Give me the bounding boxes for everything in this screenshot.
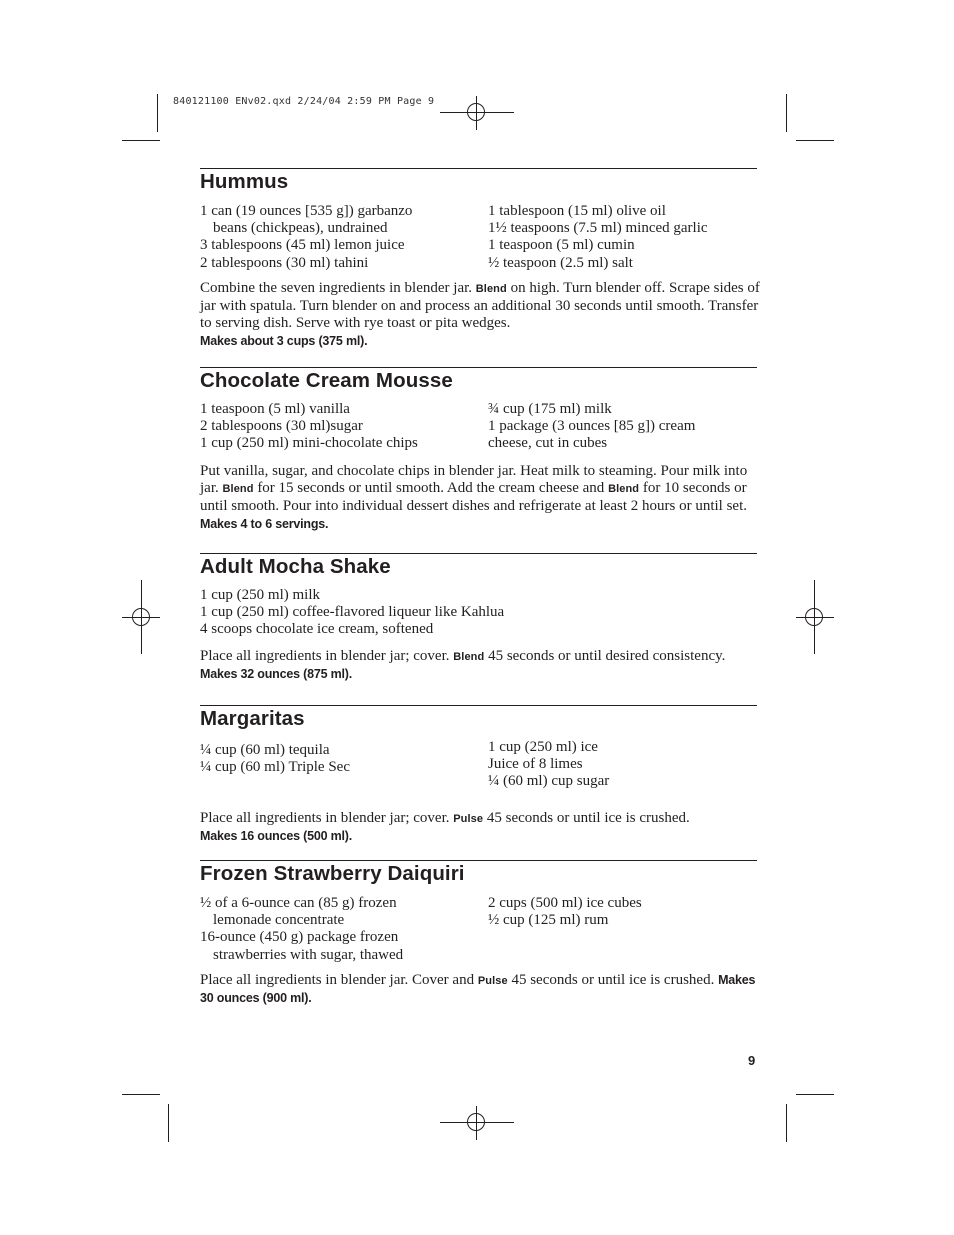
recipe-directions: Place all ingredients in blender jar; cover. Blend 45 seconds or until desired consistency. Makes 32 ounces (875 ml).	[200, 648, 726, 682]
ingredient-line: lemonade concentrate	[213, 912, 345, 929]
ingredient-line: 2 tablespoons (30 ml) tahini	[200, 254, 369, 271]
page-number: 9	[748, 1053, 756, 1068]
section-rule	[200, 705, 757, 706]
ingredient-line: 2 cups (500 ml) ice cubes	[488, 895, 642, 911]
ingredient-line: 1 teaspoon (5 ml) cumin	[488, 237, 635, 254]
ingredient-line: ½ teaspoon (2.5 ml) salt	[488, 254, 633, 271]
pulse-action: Pulse	[453, 813, 484, 825]
recipe-title: Chocolate Cream Mousse	[200, 369, 453, 392]
ingredient-line: 2 tablespoons (30 ml)sugar	[200, 418, 363, 435]
ingredient-line: 1 cup (250 ml) milk	[200, 587, 320, 603]
ingredient-line: ¼ cup (60 ml) tequila	[200, 742, 330, 758]
recipe-margaritas	[200, 705, 757, 844]
recipe-directions: Place all ingredients in blender jar. Cover and Pulse 45 seconds or until ice is crushed. Makes 30 ounces (900 ml).	[200, 972, 756, 1006]
ingredient-line: 3 tablespoons (45 ml) lemon juice	[200, 237, 405, 254]
recipe-yield: Makes about 3 cups (375 ml).	[200, 333, 368, 348]
ingredient-line: 1 cup (250 ml) coffee-flavored liqueur like Kahlua	[200, 604, 505, 621]
recipe-directions: Place all ingredients in blender jar; cover. Pulse 45 seconds or until ice is crushed. Makes 16 ounces (500 ml).	[200, 810, 690, 844]
ingredient-line: 1 package (3 ounces [85 g]) cream	[488, 418, 696, 435]
ingredient-line: cheese, cut in cubes	[488, 435, 608, 452]
pulse-action: Pulse	[477, 975, 508, 987]
recipe-yield: Makes 32 ounces (875 ml).	[200, 667, 353, 682]
recipe-chocolate-cream-mousse	[200, 367, 757, 531]
recipe-directions: Put vanilla, sugar, and chocolate chips in blender jar. Heat milk to steaming. Pour milk into jar. Blend for 15 seconds or until smooth. Add the cream cheese and Blend for 10 seconds or until smooth. Pour into individual dessert dishes and refrigerate at least 2 hours or until set. Makes 4 to 6 servings.	[200, 463, 748, 531]
ingredient-list	[200, 739, 757, 791]
ingredient-line: 1 teaspoon (5 ml) vanilla	[200, 401, 350, 417]
section-rule	[200, 553, 757, 554]
ingredient-line: strawberries with sugar, thawed	[213, 946, 404, 963]
recipe-yield: Makes 30 ounces (900 ml).	[200, 973, 756, 1006]
ingredient-line: 1 cup (250 ml) mini-chocolate chips	[200, 435, 418, 452]
slug-line: 840121100 ENv02.qxd 2/24/04 2:59 PM Page 9	[173, 96, 435, 107]
recipe-adult-mocha-shake	[200, 553, 757, 682]
ingredient-list	[200, 203, 757, 273]
ingredient-line: 1 can (19 ounces [535 g]) garbanzo	[200, 203, 413, 219]
ingredient-line: Juice of 8 limes	[488, 756, 583, 773]
ingredient-line: beans (chickpeas), undrained	[213, 220, 388, 237]
recipe-title: Margaritas	[200, 707, 305, 730]
ingredient-line: 16-ounce (450 g) package frozen	[200, 929, 399, 946]
blend-action: Blend	[608, 483, 640, 496]
ingredient-line: 4 scoops chocolate ice cream, softened	[200, 621, 434, 638]
blend-action: Blend	[475, 283, 507, 295]
ingredient-line: 1 cup (250 ml) ice	[488, 739, 598, 755]
ingredient-list	[200, 401, 757, 453]
recipe-directions: Combine the seven ingredients in blender jar. Blend on high. Turn blender off. Scrape sides of jar with spatula. Turn blender on and process an additional 30 seconds until smooth. Transfer to serving dish. Serve with rye toast or pita wedges. Makes about 3 cups (375 ml).	[200, 280, 760, 348]
ingredient-line: ¼ (60 ml) cup sugar	[488, 773, 610, 790]
recipe-hummus	[200, 168, 760, 348]
recipe-title: Frozen Strawberry Daiquiri	[200, 862, 465, 885]
ingredient-line: ¾ cup (175 ml) milk	[488, 401, 612, 417]
ingredient-line: ½ cup (125 ml) rum	[488, 912, 609, 929]
recipe-yield: Makes 16 ounces (500 ml).	[200, 829, 353, 844]
ingredient-list	[200, 587, 757, 639]
section-rule	[200, 168, 757, 169]
recipe-title: Hummus	[200, 170, 289, 193]
section-rule	[200, 367, 757, 368]
blend-action: Blend	[453, 651, 485, 663]
section-rule	[200, 860, 757, 861]
recipe-frozen-strawberry-daiquiri	[200, 860, 757, 1006]
recipe-title: Adult Mocha Shake	[200, 555, 391, 578]
ingredient-line: ¼ cup (60 ml) Triple Sec	[200, 759, 350, 776]
blend-action: Blend	[222, 483, 254, 496]
recipe-yield: Makes 4 to 6 servings.	[200, 516, 329, 531]
ingredient-line: ½ of a 6-ounce can (85 g) frozen	[200, 895, 397, 911]
ingredient-list	[200, 895, 757, 965]
ingredient-line: 1 tablespoon (15 ml) olive oil	[488, 203, 666, 219]
ingredient-line: 1½ teaspoons (7.5 ml) minced garlic	[488, 220, 708, 237]
